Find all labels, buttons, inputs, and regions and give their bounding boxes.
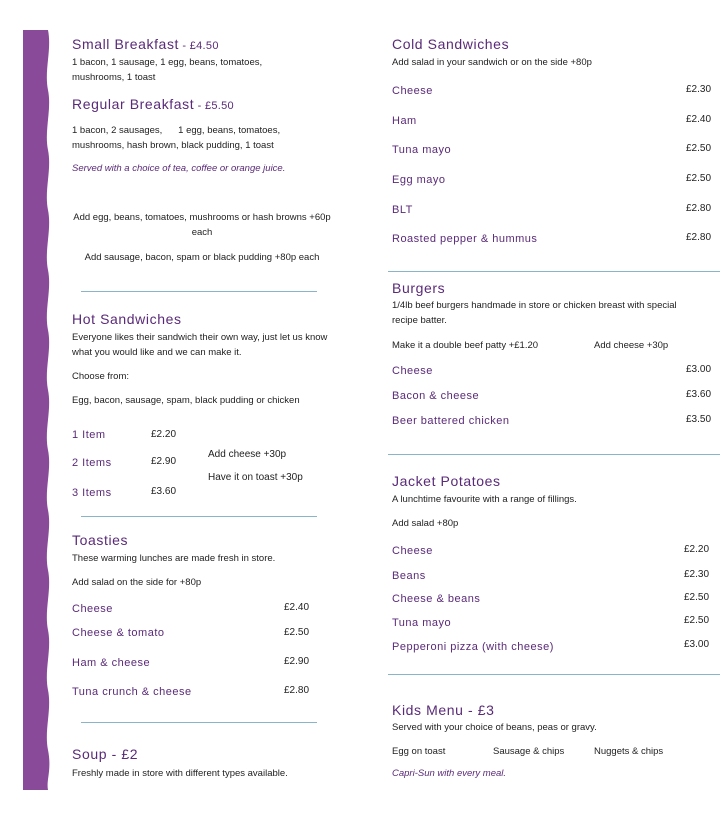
kids-menu-note: Capri-Sun with every meal. bbox=[392, 768, 507, 779]
burger-price: £3.60 bbox=[686, 389, 712, 400]
jacket-price: £2.30 bbox=[684, 569, 710, 580]
cold-item: Cheese bbox=[392, 85, 433, 97]
regular-breakfast-desc-line2: mushrooms, hash brown, black pudding, 1 toast bbox=[72, 140, 274, 151]
jacket-price: £2.50 bbox=[684, 615, 710, 626]
hot-item-3-price: £3.60 bbox=[151, 486, 177, 497]
jacket-item: Tuna mayo bbox=[392, 617, 452, 629]
hot-item-1: 1 Item bbox=[72, 429, 106, 441]
kids-menu-desc: Served with your choice of beans, peas or gravy. bbox=[392, 722, 597, 733]
jacket-price: £3.00 bbox=[684, 639, 710, 650]
soup-desc: Freshly made in store with different types available. bbox=[72, 768, 288, 779]
hot-item-1-price: £2.20 bbox=[151, 429, 177, 440]
addon-egg-beans: Add egg, beans, tomatoes, mushrooms or hash browns +60p each bbox=[73, 212, 331, 238]
toastie-price: £2.90 bbox=[284, 656, 310, 667]
cold-price: £2.50 bbox=[686, 143, 712, 154]
cold-item: Ham bbox=[392, 115, 417, 127]
toastie-item: Cheese & tomato bbox=[72, 627, 165, 639]
burger-item: Bacon & cheese bbox=[392, 390, 480, 402]
small-breakfast-desc: 1 bacon, 1 sausage, 1 egg, beans, tomatoes, mushrooms, 1 toast bbox=[72, 57, 263, 83]
regular-breakfast-title: Regular Breakfast - £5.50 bbox=[72, 96, 234, 112]
toastie-item: Ham & cheese bbox=[72, 657, 151, 669]
small-breakfast-title: Small Breakfast - £4.50 bbox=[72, 36, 219, 52]
jacket-price: £2.20 bbox=[684, 544, 710, 555]
cold-price: £2.40 bbox=[686, 114, 712, 125]
cold-price: £2.30 bbox=[686, 84, 712, 95]
divider bbox=[81, 516, 317, 517]
addon-sausage-bacon: Add sausage, bacon, spam or black pudding +80p each bbox=[84, 252, 320, 263]
burger-item: Beer battered chicken bbox=[392, 415, 510, 427]
hot-sandwiches-desc: Everyone likes their sandwich their own way, just let us know what you would like and we can make it. bbox=[72, 332, 328, 358]
toasties-title: Toasties bbox=[72, 532, 129, 548]
cold-item: Tuna mayo bbox=[392, 144, 452, 156]
toastie-price: £2.50 bbox=[284, 627, 310, 638]
hot-item-3: 3 Items bbox=[72, 487, 112, 499]
jacket-item: Pepperoni pizza (with cheese) bbox=[392, 641, 554, 653]
toastie-item: Tuna crunch & cheese bbox=[72, 686, 192, 698]
breakfast-drink-note: Served with a choice of tea, coffee or orange juice. bbox=[72, 163, 286, 174]
toastie-price: £2.80 bbox=[284, 685, 310, 696]
hot-extra-toast: Have it on toast +30p bbox=[208, 472, 303, 483]
hot-sandwiches-options: Egg, bacon, sausage, spam, black pudding or chicken bbox=[72, 395, 300, 406]
kids-option: Sausage & chips bbox=[493, 746, 565, 757]
cold-price: £2.80 bbox=[686, 232, 712, 243]
toastie-item: Cheese bbox=[72, 603, 113, 615]
divider bbox=[388, 271, 720, 272]
regular-breakfast-desc-line1: 1 bacon, 2 sausages, 1 egg, beans, tomatoes, bbox=[72, 125, 281, 136]
jacket-potatoes-desc: A lunchtime favourite with a range of fillings. bbox=[392, 494, 577, 505]
jacket-item: Cheese bbox=[392, 545, 433, 557]
cold-price: £2.50 bbox=[686, 173, 712, 184]
cold-item: Roasted pepper & hummus bbox=[392, 233, 538, 245]
hot-sandwiches-title: Hot Sandwiches bbox=[72, 311, 182, 327]
soup-title: Soup - £2 bbox=[72, 746, 139, 762]
toasties-desc: These warming lunches are made fresh in store. bbox=[72, 553, 276, 564]
toasties-salad: Add salad on the side for +80p bbox=[72, 577, 202, 588]
toastie-price: £2.40 bbox=[284, 602, 310, 613]
divider bbox=[81, 722, 317, 723]
cold-sandwiches-desc: Add salad in your sandwich or on the side +80p bbox=[392, 57, 592, 68]
decorative-ribbon bbox=[20, 30, 54, 790]
divider bbox=[388, 454, 720, 455]
kids-menu-title: Kids Menu - £3 bbox=[392, 702, 495, 718]
burgers-double-patty: Make it a double beef patty +£1.20 bbox=[392, 340, 539, 351]
jacket-price: £2.50 bbox=[684, 592, 710, 603]
cold-item: Egg mayo bbox=[392, 174, 446, 186]
kids-option: Egg on toast bbox=[392, 746, 446, 757]
jacket-potatoes-title: Jacket Potatoes bbox=[392, 473, 501, 489]
hot-item-2: 2 Items bbox=[72, 457, 112, 469]
burgers-add-cheese: Add cheese +30p bbox=[594, 340, 669, 351]
divider bbox=[81, 291, 317, 292]
burger-item: Cheese bbox=[392, 365, 433, 377]
burger-price: £3.50 bbox=[686, 414, 712, 425]
cold-item: BLT bbox=[392, 204, 413, 216]
jacket-item: Cheese & beans bbox=[392, 593, 481, 605]
burgers-desc: 1/4lb beef burgers handmade in store or chicken breast with special recipe batter. bbox=[392, 300, 677, 326]
cold-price: £2.80 bbox=[686, 203, 712, 214]
jacket-potatoes-salad: Add salad +80p bbox=[392, 518, 459, 529]
jacket-item: Beans bbox=[392, 570, 426, 582]
hot-item-2-price: £2.90 bbox=[151, 456, 177, 467]
hot-sandwiches-choose: Choose from: bbox=[72, 371, 130, 382]
hot-extra-cheese: Add cheese +30p bbox=[208, 449, 287, 460]
cold-sandwiches-title: Cold Sandwiches bbox=[392, 36, 510, 52]
divider bbox=[388, 674, 720, 675]
kids-option: Nuggets & chips bbox=[594, 746, 664, 757]
burgers-title: Burgers bbox=[392, 280, 446, 296]
burger-price: £3.00 bbox=[686, 364, 712, 375]
